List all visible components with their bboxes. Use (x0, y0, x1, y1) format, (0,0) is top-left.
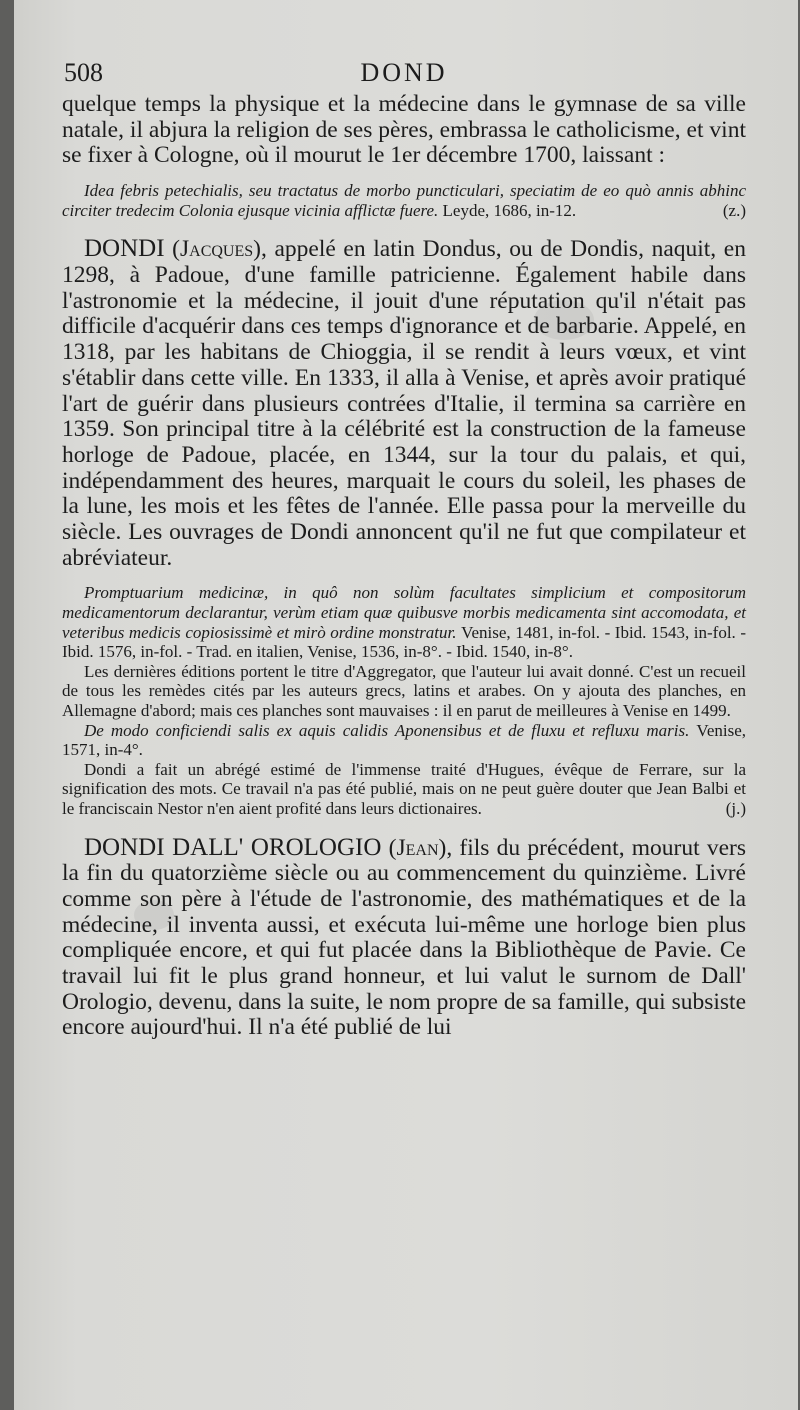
text-column (62, 92, 746, 1041)
work-title: Promptuarium medicinæ, in quô non solùm facultates simplicium et compositorum medicamentorum declarantur, verùm etiam quæ quibusve morbis medicamenta sint accomodata, et veteribus medicis copiosissimè et mirò ordine monstratur. (62, 583, 746, 642)
work-details: Venise, 1571, in-4°. (62, 720, 746, 760)
work-details: Venise, 1481, in-fol. - Ibid. 1543, in-fol. - Ibid. 1576, in-fol. - Trad. en italien, Venise, 1536, in-8°. - Ibid. 1540, in-8°. (62, 622, 747, 662)
work-citation (62, 721, 746, 760)
work-citation (62, 181, 746, 220)
entry-given-name: Jacques (180, 236, 254, 263)
book-page (14, 0, 798, 1410)
entry-dondi-jacques: DONDI (Jacques), appelé en latin Dondus, ou de Dondis, naquit, en 1298, à Padoue, d'une famille patricienne. Également habile dans l'astronomie et la médecine, il jouit d'une réputation qu'il n'était pas difficile d'acquérir dans ces temps d'ignorance et de barbarie. Appelé, en 1318, par les habitans de Chioggia, il se rendit à leurs vœux, et vint s'établir dans cette ville. En 1333, il alla à Venise, et après avoir pratiqué l'art de guérir dans plusieurs contrées d'Italie, il termina sa carrière en 1359. Son principal titre à la célébrité est la construction de la fameuse horloge de Padoue, placée, en 1344, sur la tour du palais, et qui, indépendamment des heures, marquait le cours du soleil, les phases de la lune, les mois et les fêtes de l'année. Elle passa pour la merveille du siècle. Les ouvrages de Dondi annoncent qu'il ne fut que compilateur et abréviateur. (62, 235, 746, 571)
entry-dondi-jean: DONDI DALL' OROLOGIO (Jean), fils du précédent, mourut vers la fin du quatorzième siècle ou au commencement du quinzième. Livré comme son père à l'étude de l'astronomie, des mathématiques et de la médecine, il inventa aussi, et exécuta lui-même une horloge bien plus compliquée encore, et qui fut placée dans la Bibliothèque de Pavie. Ce travail lui fit le plus grand honneur, et lui valut le surnom de Dall' Orologio, devenu, dans la suite, le nom propre de sa famille, qui subsiste encore aujourd'hui. Il n'a été publié de lui (62, 833, 747, 1041)
entry-continuation: quelque temps la physique et la médecine dans le gymnase de sa ville natale, il abjura la religion de ses pères, embrassa le catholicisme, et vint se fixer à Cologne, où il mourut le 1er décembre 1700, laissant : (62, 91, 746, 169)
work-citation (62, 583, 746, 661)
author-mark: (z.) (722, 200, 746, 220)
entry-name: DONDI (84, 235, 165, 263)
page-number: 508 (64, 58, 103, 87)
entry-text: fils du précédent, mourut vers la fin du quatorzième siècle ou au commencement du quinzième. Livré comme son père à l'étude de l'astronomie, des mathématiques et de la médecine, il inventa aussi, et exécuta lui-même une horloge bien plus compliquée encore, et qui fut placée dans la Bibliothèque de Pavie. Ce travail lui fit le plus grand honneur, et lui valut le surnom de Dall' Orologio, devenu, dans la suite, le nom propre de sa famille, qui subsiste encore aujourd'hui. Il n'a été publié de lui (62, 834, 747, 1041)
work-title: De modo conficiendi salis ex aquis calidis Aponensibus et de fluxu et refluxu maris. (84, 720, 690, 740)
abridgement-note (62, 760, 746, 819)
author-mark: (j.) (725, 798, 746, 818)
note-text: Dondi a fait un abrégé estimé de l'immense traité d'Hugues, évêque de Ferrare, sur la signification des mots. Ce travail n'a pas été publié, mais on ne peut guère douter que Jean Balbi et le franciscain Nestor n'en aient profité dans leurs dictionaires. (62, 759, 746, 818)
work-title: Idea febris petechialis, seu tractatus de morbo puncticulari, speciatim de eo quò annis abhinc circiter tredecim Colonia ejusque vicinia afflictæ fuere. (62, 181, 746, 220)
entry-text: appelé en latin Dondus, ou de Dondis, naquit, en 1298, à Padoue, d'une famille patricienne. Également habile dans l'astronomie et la médecine, il jouit d'une réputation qu'il n'était pas difficile d'acquérir dans ces temps d'ignorance et de barbarie. Appelé, en 1318, par les habitans de Chioggia, il se rendit à leurs vœux, et vint s'établir dans cette ville. En 1333, il alla à Venise, et après avoir pratiqué l'art de guérir dans plusieurs contrées d'Italie, il termina sa carrière en 1359. Son principal titre à la célébrité est la construction de la fameuse horloge de Padoue, placée, en 1344, sur la tour du palais, et qui, indépendamment des heures, marquait le cours du soleil, les phases de la lune, les mois et les fêtes de l'année. Elle passa pour la merveille du siècle. Les ouvrages de Dondi annoncent qu'il ne fut que compilateur et abréviateur. (62, 236, 746, 571)
entry-given-name: Jean (396, 834, 439, 861)
running-head-title: DOND (360, 58, 448, 87)
running-header (64, 58, 744, 92)
work-details: Leyde, 1686, in-12. (442, 200, 577, 220)
edition-note: Les dernières éditions portent le titre d'Aggregator, que l'auteur lui avait donné. C'est un recueil de tous les remèdes cités par les auteurs grecs, latins et arabes. On y ajouta des planches, en Allemagne d'abord; mais ces planches sont mauvaises : il en parut de meilleures à Venise en 1499. (62, 661, 746, 720)
entry-name: DONDI DALL' OROLOGIO (84, 833, 382, 861)
